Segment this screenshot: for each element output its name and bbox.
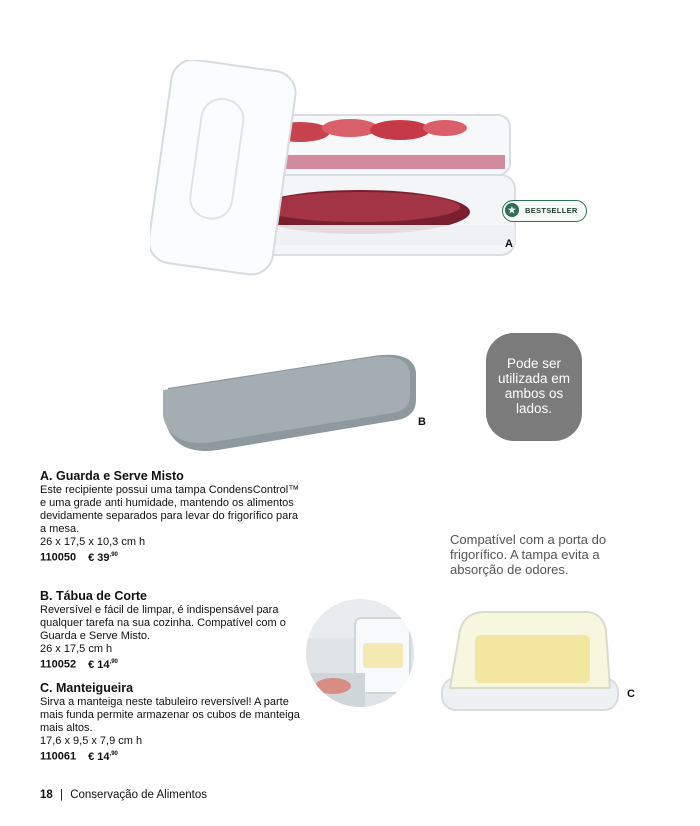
product-a-price-cents: ,90 — [109, 552, 118, 558]
product-c-note: Compatível com a porta do frigorífico. A tampa evita a absorção de odores. — [450, 532, 607, 577]
product-c-dimensions: 17,6 x 9,5 x 7,9 cm h — [40, 735, 143, 747]
product-b-price-cents: ,90 — [109, 659, 118, 665]
bubble-text: Pode ser utilizada em ambos os lados. — [497, 356, 571, 416]
product-a-description: Este recipiente possui uma tampa CondensControl™ e uma grade anti humidade, mantendo os alimentos devidamente separados para levar do frigorífico para a mesa. — [40, 484, 300, 535]
product-c-code-price — [40, 748, 300, 764]
product-a-letter: A — [505, 238, 513, 250]
page-number: 18 — [40, 789, 53, 801]
product-b-info — [40, 590, 300, 672]
product-a-image — [150, 60, 520, 280]
product-b-code-price — [40, 656, 300, 672]
product-c-price: € 14 — [88, 750, 110, 763]
container-illustration — [150, 60, 520, 280]
product-b-code: 110052 — [40, 658, 77, 671]
cutting-board-illustration — [158, 350, 423, 460]
product-b-letter: B — [418, 416, 426, 428]
product-b-image — [158, 350, 423, 460]
page-footer — [40, 789, 207, 801]
star-icon: ★ — [505, 203, 519, 217]
product-b-title: B. Tábua de Corte — [40, 589, 147, 603]
product-c-letter: C — [627, 688, 635, 700]
product-b-description: Reversível e fácil de limpar, é indispensável para qualquer tarefa na sua cozinha. Compatível com o Guarda e Serve Misto. — [40, 604, 286, 642]
product-a-title: A. Guarda e Serve Misto — [40, 469, 184, 483]
product-c-fridge-photo — [305, 598, 415, 708]
product-c-image — [440, 600, 620, 720]
product-c-description: Sirva a manteiga neste tabuleiro reversível! A parte mais funda permite armazenar os cubos de manteiga mais altos. — [40, 696, 300, 734]
fridge-door-illustration — [305, 598, 415, 708]
product-c-info — [40, 682, 300, 764]
double-sided-bubble — [486, 333, 582, 441]
bestseller-badge — [502, 200, 587, 222]
product-a-dimensions: 26 x 17,5 x 10,3 cm h — [40, 536, 146, 548]
product-c-title: C. Manteigueira — [40, 681, 134, 695]
product-c-code: 110061 — [40, 750, 77, 763]
product-b-price: € 14 — [88, 658, 110, 671]
footer-separator: | — [60, 789, 63, 801]
section-name: Conservação de Alimentos — [70, 789, 208, 801]
butter-dish-illustration — [440, 600, 620, 720]
product-a-code-price — [40, 549, 300, 565]
product-a-info — [40, 470, 300, 565]
product-c-price-cents: ,90 — [109, 751, 118, 757]
badge-label: BESTSELLER — [525, 206, 578, 215]
product-a-code: 110050 — [40, 551, 77, 564]
product-b-dimensions: 26 x 17,5 cm h — [40, 643, 113, 655]
product-a-price: € 39 — [88, 551, 110, 564]
